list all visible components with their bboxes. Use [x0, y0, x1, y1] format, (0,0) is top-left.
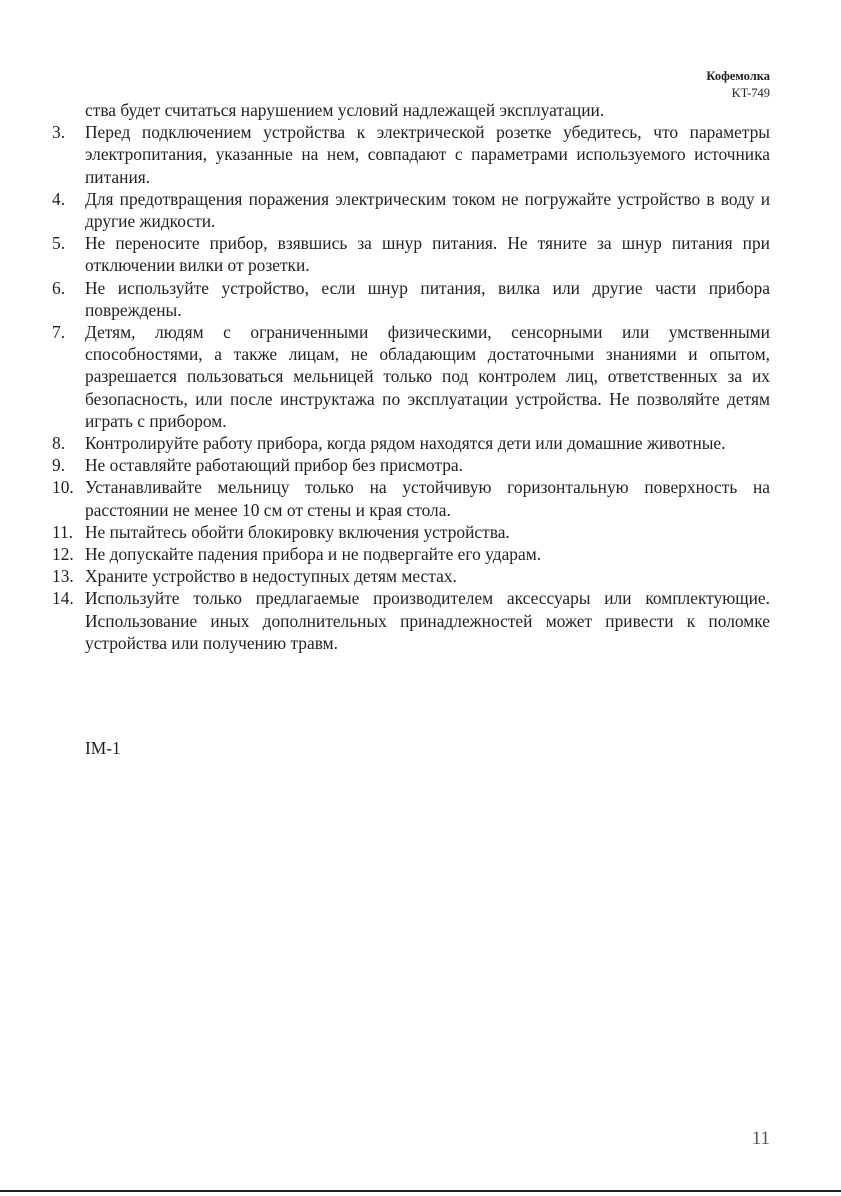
list-item — [52, 565, 770, 587]
list-item-text: Не используйте устройство, если шнур питания, вилка или другие части прибора повреждены. — [85, 277, 770, 320]
list-item-number: 3. — [52, 122, 66, 143]
list-item-text: Используйте только предлагаемые производителем аксессуары или комплектующие. Использование иных дополнительных принадлежностей может привести к поломке устройства или получению травм. — [85, 588, 770, 653]
product-model: KT-749 — [731, 86, 770, 100]
list-item-number: 14. — [52, 588, 74, 609]
bottom-divider — [0, 1190, 841, 1192]
list-item — [52, 454, 770, 476]
list-item-text: Не допускайте падения прибора и не подвергайте его ударам. — [85, 544, 542, 565]
list-item-text: Не пытайтесь обойти блокировку включения устройства. — [85, 521, 510, 542]
list-item-text: Не переносите прибор, взявшись за шнур питания. Не тяните за шнур питания при отключении вилки от розетки. — [85, 233, 770, 276]
list-item — [52, 232, 770, 276]
list-item-text: Устанавливайте мельницу только на устойчивую горизонтальную поверхность на расстоянии не менее 10 см от стены и края стола. — [85, 477, 770, 520]
product-title: Кофемолка — [706, 69, 770, 83]
list-item-number: 11. — [52, 521, 74, 542]
list-item — [52, 432, 770, 454]
page-header — [706, 68, 770, 102]
list-item — [52, 321, 770, 432]
list-item-text: Для предотвращения поражения электрическим током не погружайте устройство в воду и другие жидкости. — [85, 188, 770, 232]
list-item — [52, 521, 770, 543]
list-item-number: 6. — [52, 277, 66, 298]
list-item-text: Не оставляйте работающий прибор без присмотра. — [85, 455, 463, 476]
list-item — [52, 121, 770, 188]
list-item — [52, 543, 770, 565]
list-item-number: 5. — [52, 233, 66, 254]
continuation-text: ства будет считаться нарушением условий надлежащей эксплуатации. — [85, 100, 605, 120]
document-code: IM-1 — [85, 738, 121, 758]
list-item-number: 4. — [52, 188, 66, 209]
list-item — [52, 277, 770, 321]
list-item-number: 13. — [52, 566, 74, 587]
list-item-number: 9. — [52, 455, 66, 476]
list-item — [52, 587, 770, 654]
list-item-text: Перед подключением устройства к электрической розетке убедитесь, что параметры электропитания, указанные на нем, совпадают с параметрами используемого источника питания. — [85, 122, 770, 187]
list-item — [52, 188, 770, 232]
list-item-text: Храните устройство в недоступных детям местах. — [85, 566, 457, 587]
list-item-number: 12. — [52, 544, 74, 565]
list-item-number: 8. — [52, 433, 66, 454]
list-item-text: Контролируйте работу прибора, когда рядом находятся дети или домашние животные. — [85, 433, 726, 454]
instructions-list — [52, 99, 770, 654]
list-item — [52, 476, 770, 520]
page-number: 11 — [751, 1128, 770, 1149]
list-item-text: Детям, людям с ограниченными физическими, сенсорными или умственными способностями, а также лицам, не обладающим достаточными знаниями и опытом, разрешается пользоваться мельницей только под контролем лиц, ответственных за их безопасность, или после инструктажа по эксплуатации устройства. Не позволяйте детям играть с прибором. — [85, 322, 770, 431]
list-item-number: 10. — [52, 477, 74, 498]
list-item-number: 7. — [52, 322, 66, 343]
